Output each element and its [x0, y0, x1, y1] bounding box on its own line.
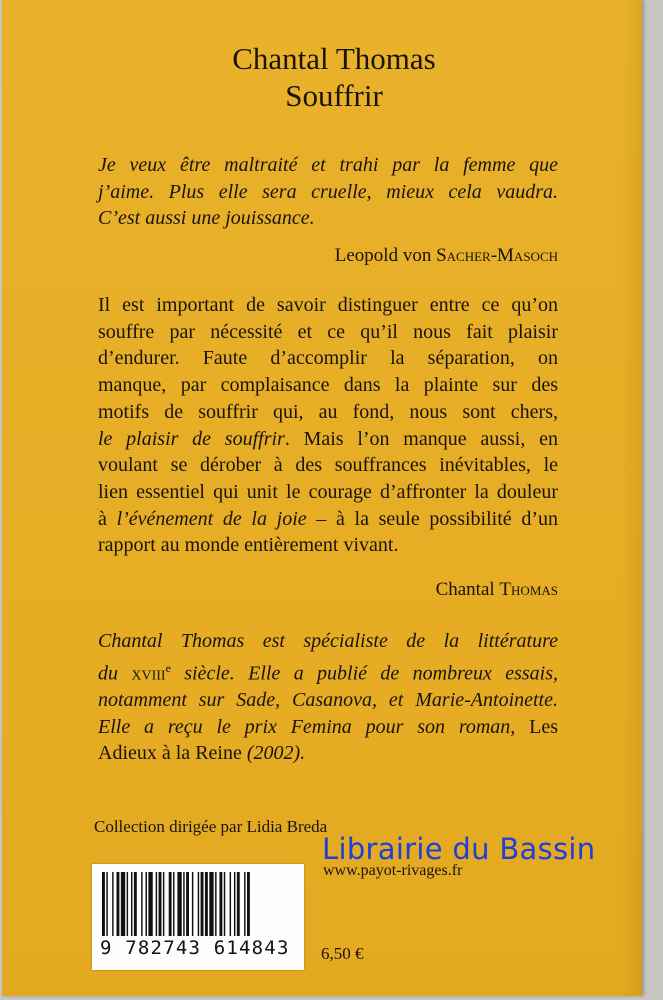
bio-italic: Elle a reçu le prix Femina pour son roman, — [98, 715, 516, 738]
bio-line: Chantal Thomas est spécialiste de la littérature — [98, 630, 558, 652]
barcode-label — [92, 864, 304, 970]
blurb-italic: l’événement de la joie — [116, 507, 307, 530]
blurb-line: manque, par complaisance dans la plainte sur des — [98, 374, 558, 397]
blurb-text: – à la seule possibilité d’un — [306, 507, 558, 530]
epigraph-line: C’est aussi une jouissance. — [98, 207, 315, 229]
epigraph-attribution — [335, 245, 558, 267]
epigraph-line: Je veux être maltraité et trahi par la femme que — [98, 154, 558, 176]
blurb-line: motifs de souffrir qui, au fond, nous sont chers, — [98, 400, 558, 423]
attribution-first: Chantal — [435, 579, 500, 600]
bio-roman: Les — [515, 715, 558, 738]
bio-line — [98, 714, 558, 741]
blurb-text: à — [98, 507, 117, 530]
blurb-line — [98, 506, 558, 533]
bio-line — [98, 655, 558, 687]
blurb-line: Il est important de savoir distinguer entre ce qu’on — [98, 294, 558, 316]
collection-credit: Collection dirigée par Lidia Breda — [94, 817, 328, 836]
bookseller-watermark: Librairie du Bassin — [322, 832, 596, 866]
blurb-italic: le plaisir de souffrir — [98, 427, 285, 450]
header — [0, 40, 663, 114]
attribution-first: Leopold von — [334, 245, 437, 266]
book-title: Souffrir — [285, 78, 383, 113]
author-name: Chantal Thomas — [232, 41, 436, 76]
cover-edge-shadow — [620, 0, 642, 996]
bio-roman: Adieux à la Reine — [98, 742, 242, 765]
blurb-line: d’endurer. Faute d’accomplir la séparation, on — [98, 347, 558, 370]
bio-line: notamment sur Sade, Casanova, et Marie-Antoinette. — [98, 689, 558, 712]
bio-century-sup: e — [165, 660, 171, 675]
bio-line — [98, 740, 558, 767]
blurb-line: voulant se dérober à des souffrances inévitables, le — [98, 454, 558, 477]
blurb-line — [98, 426, 558, 453]
bio-text: du — [98, 662, 132, 685]
isbn-number: 9 782743 614843 — [100, 937, 290, 959]
blurb-line: rapport au monde entièrement vivant. — [98, 534, 399, 557]
attribution-last: Thomas — [499, 579, 558, 600]
barcode-icon — [102, 872, 294, 936]
price: 6,50 € — [321, 944, 364, 963]
blurb-text: . Mais l’on manque aussi, en — [284, 427, 558, 450]
blurb-line: souffre par nécessité et ce qu’il nous fait plaisir — [98, 320, 558, 343]
author-bio — [98, 628, 558, 767]
publisher-website: www.payot-rivages.fr — [323, 862, 463, 879]
attribution-last: Sacher-Masoch — [436, 245, 558, 266]
blurb-line: lien essentiel qui unit le courage d’affronter la douleur — [98, 480, 558, 503]
blurb-attribution — [436, 579, 558, 601]
blurb-paragraph — [98, 292, 558, 559]
epigraph-line: j’aime. Plus elle sera cruelle, mieux cela vaudra. — [98, 180, 558, 203]
epigraph-quote — [98, 152, 558, 232]
bio-text: siècle. Elle a publié de nombreux essais, — [170, 662, 559, 685]
bio-italic: (2002). — [241, 742, 306, 765]
bio-century: xviii — [131, 662, 166, 685]
